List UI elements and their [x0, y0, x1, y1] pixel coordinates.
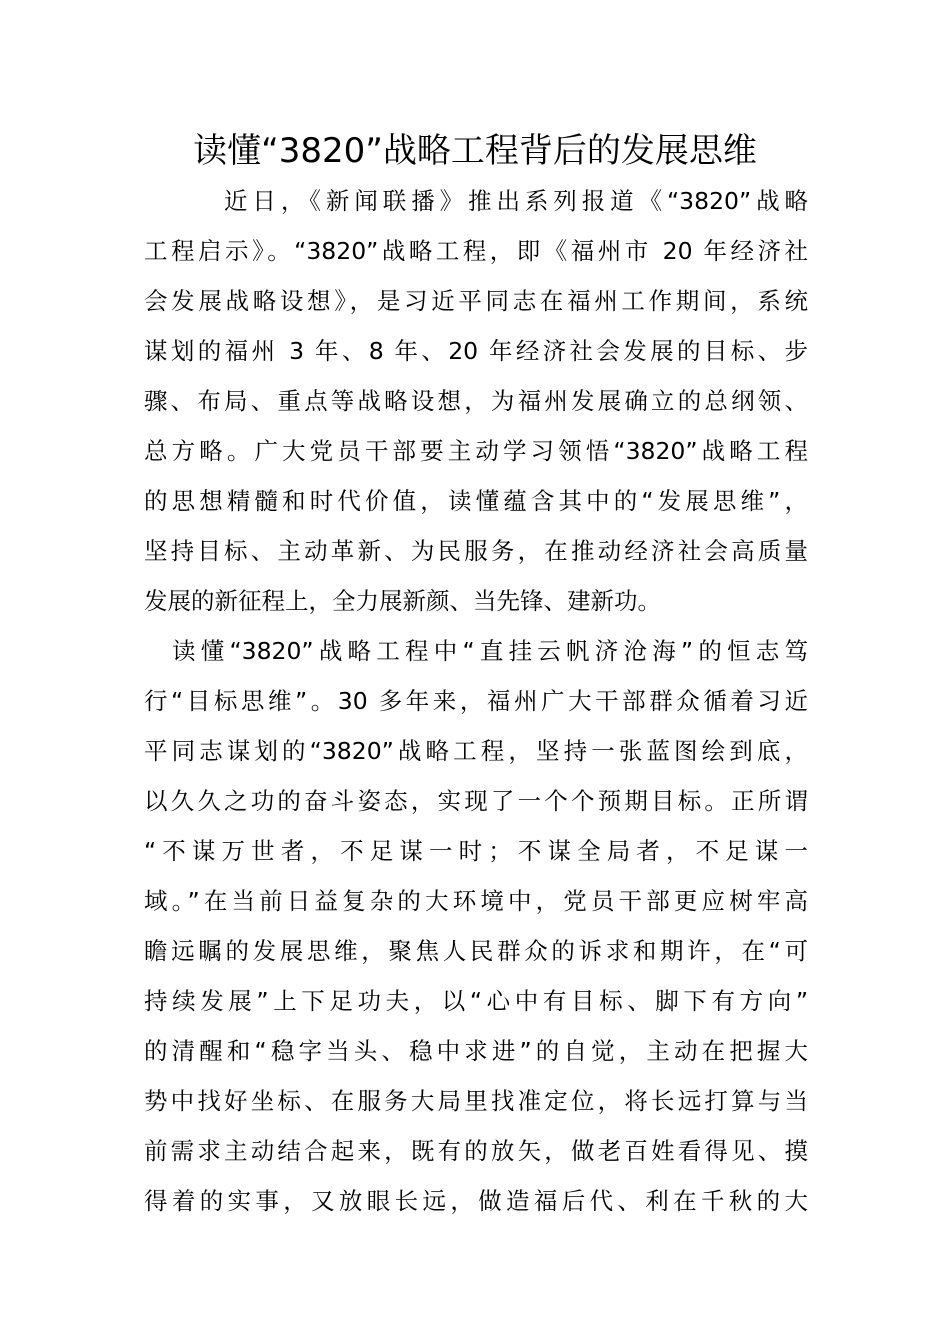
text-line: 坚持目标、主动革新、为民服务，在推动经济社会高质量: [144, 537, 808, 565]
text-line: 持续发展”上下足功夫，以“心中有目标、脚下有方向”: [144, 987, 808, 1015]
text-line: 得着的实事，又放眼长远，做造福后代、利在千秋的大: [144, 1187, 808, 1215]
text-line: 平同志谋划的“3820”战略工程，坚持一张蓝图绘到底，: [144, 737, 808, 765]
text-line: 总方略。广大党员干部要主动学习领悟“3820”战略工程: [144, 437, 808, 465]
text-line: 的思想精髓和时代价值，读懂蕴含其中的“发展思维”，: [144, 487, 808, 515]
text-line: 域。”在当前日益复杂的大环境中，党员干部更应树牢高: [144, 887, 808, 915]
paragraph-1: [144, 176, 808, 626]
text-line: 骤、布局、重点等战略设想，为福州发展确立的总纲领、: [144, 387, 808, 415]
document-title: 读懂“3820”战略工程背后的发展思维: [193, 131, 757, 171]
text-line: 的清醒和“稳字当头、稳中求进”的自觉，主动在把握大: [144, 1037, 808, 1065]
text-line: 会发展战略设想》，是习近平同志在福州工作期间，系统: [144, 287, 808, 315]
text-line: 谋划的福州 3 年、8 年、20 年经济社会发展的目标、步: [144, 337, 808, 365]
paragraph-2: [144, 626, 808, 1226]
text-line: 发展的新征程上，全力展新颜、当先锋、建新功。: [144, 587, 661, 615]
text-line: 瞻远瞩的发展思维，聚焦人民群众的诉求和期许，在“可: [144, 937, 808, 965]
document-body: [144, 176, 808, 1226]
text-line: 近日，《新闻联播》推出系列报道《“3820”战略: [224, 187, 808, 215]
text-line: 势中找好坐标、在服务大局里找准定位，将长远打算与当: [144, 1087, 808, 1115]
text-line: “不谋万世者，不足谋一时；不谋全局者，不足谋一: [144, 837, 808, 865]
text-line: 行“目标思维”。30 多年来，福州广大干部群众循着习近: [144, 687, 808, 715]
text-line: 工程启示》。“3820”战略工程，即《福州市 20 年经济社: [144, 237, 808, 265]
text-line: 前需求主动结合起来，既有的放矢，做老百姓看得见、摸: [144, 1137, 808, 1165]
text-line: 读懂“3820”战略工程中“直挂云帆济沧海”的恒志笃: [172, 637, 808, 665]
text-line: 以久久之功的奋斗姿态，实现了一个个预期目标。正所谓: [144, 787, 808, 815]
